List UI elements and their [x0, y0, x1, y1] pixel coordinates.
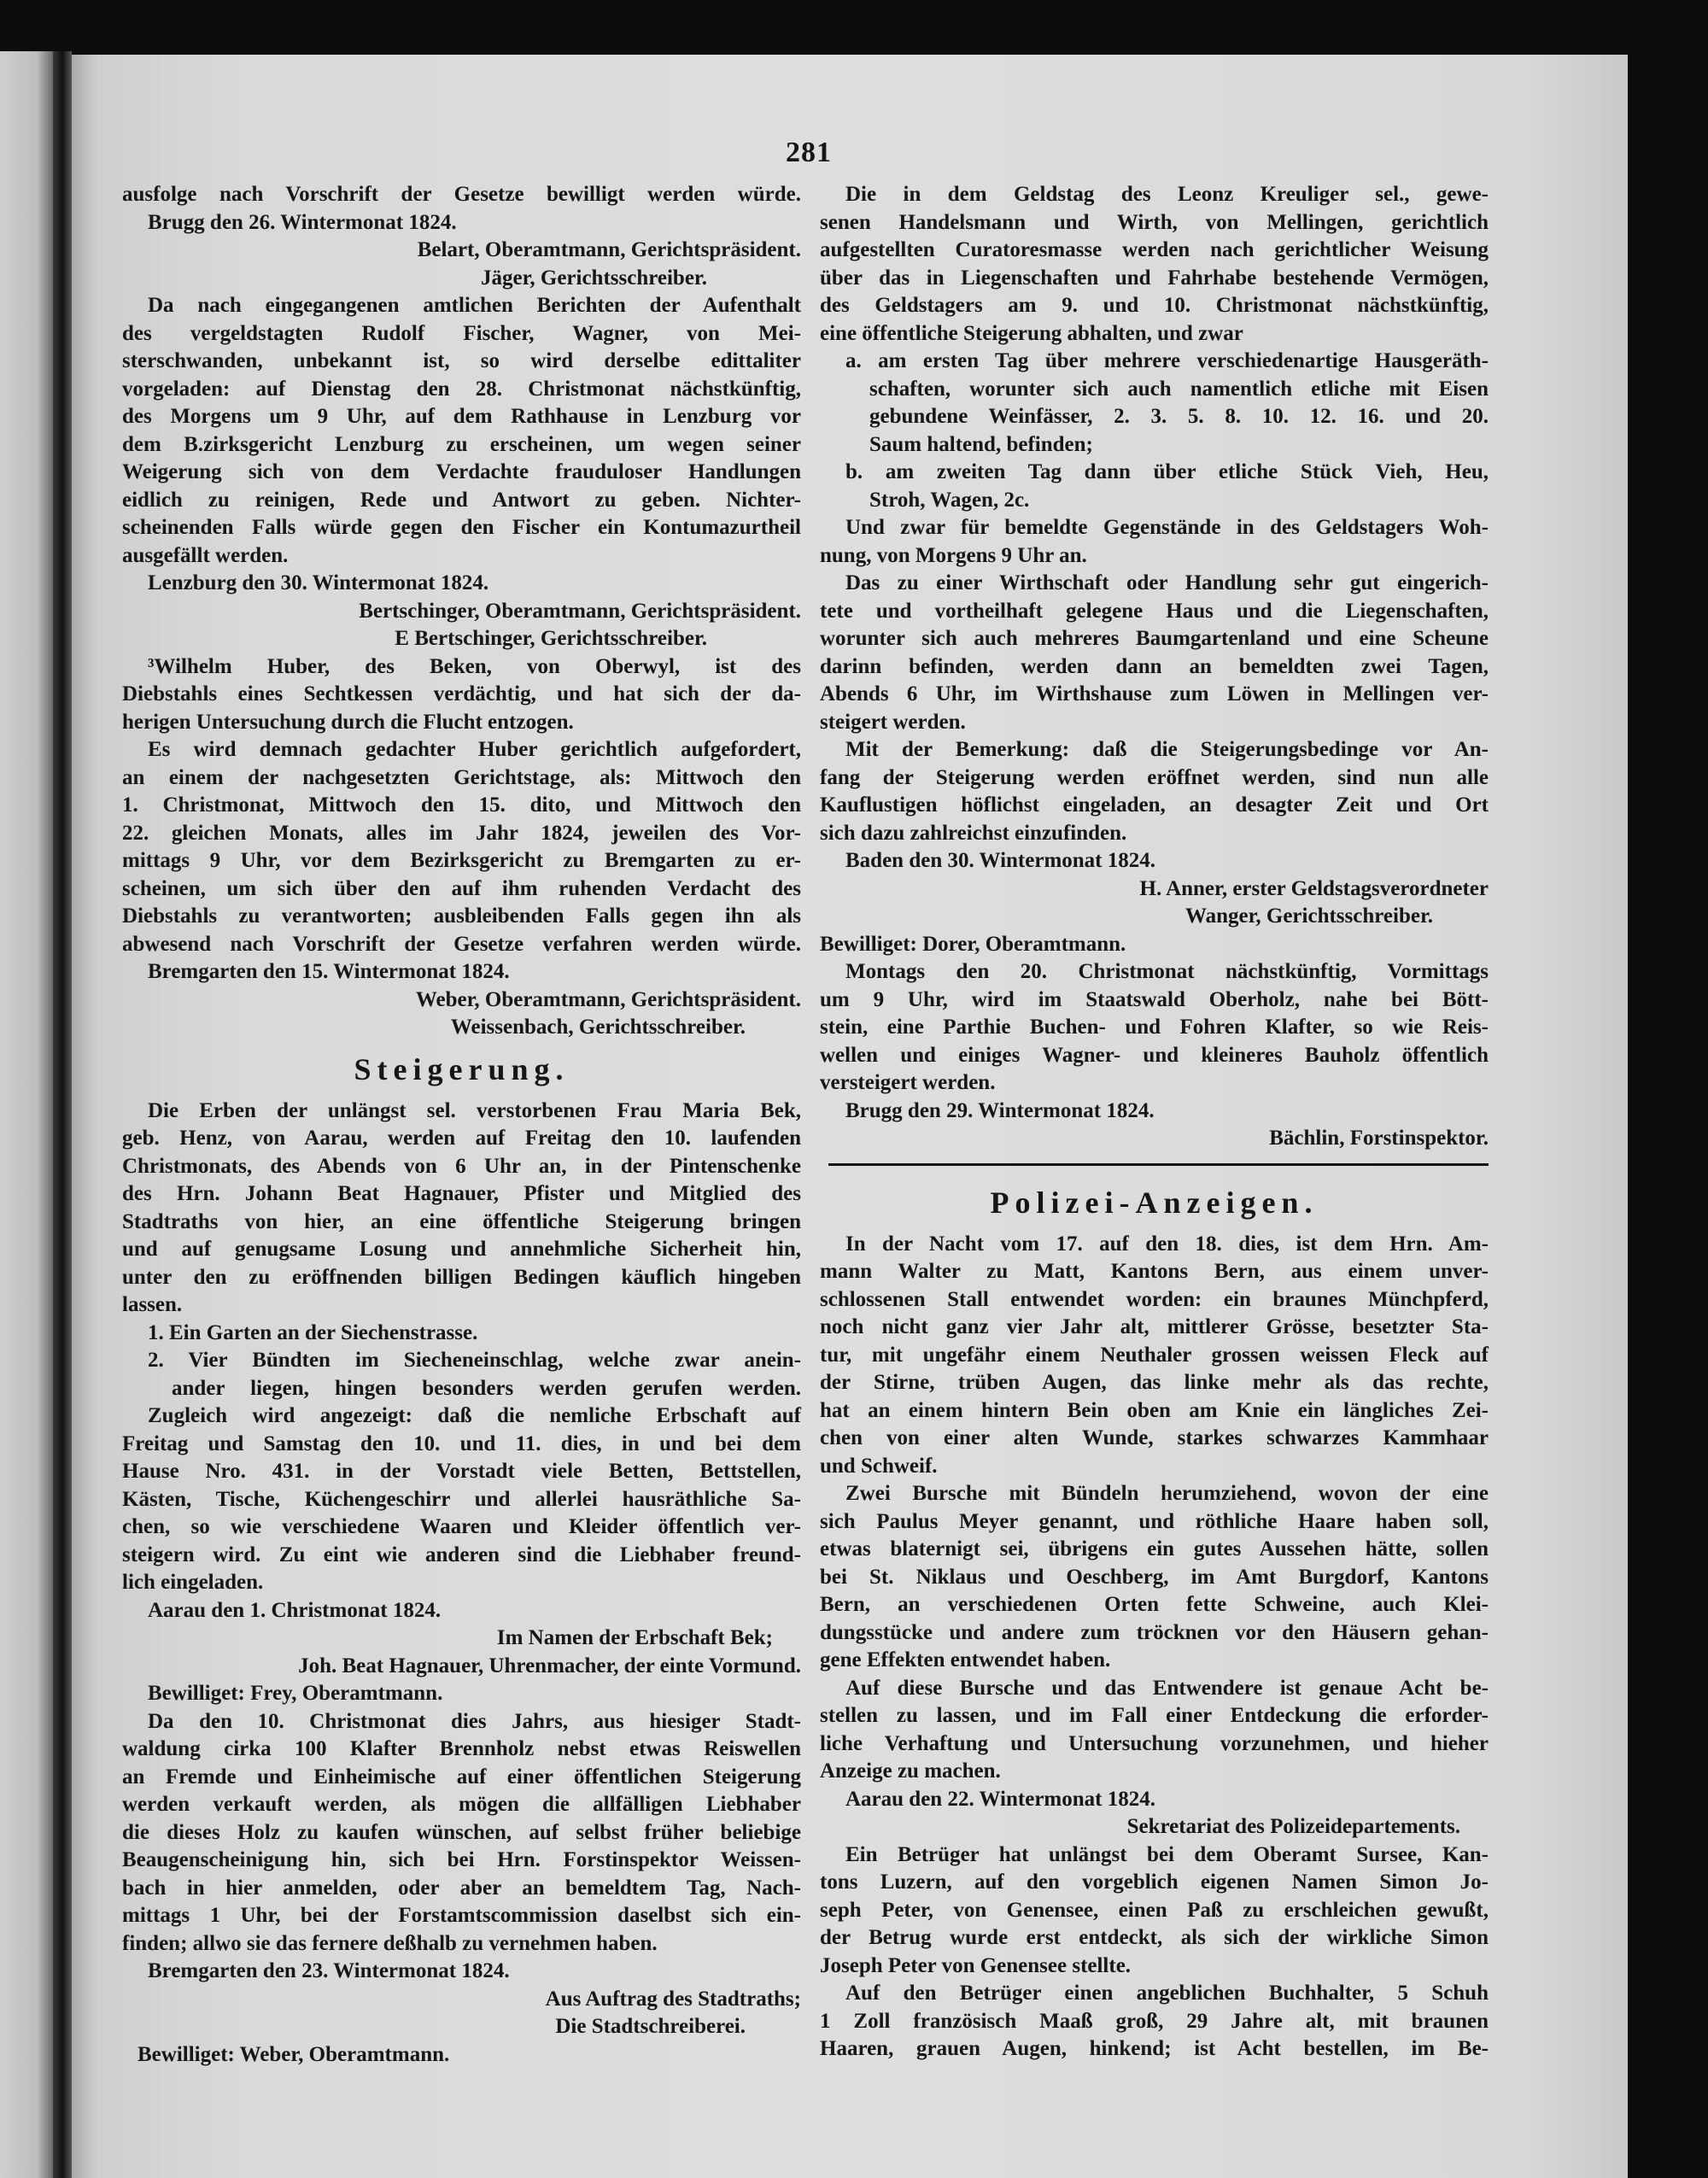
text-line: Christmonats, des Abends von 6 Uhr an, in der Pintenschenke [122, 1154, 801, 1178]
text-line: versteigert werden. [820, 1071, 996, 1094]
text-line: Kauflustigen höflichst eingeladen, an desagter Zeit und Ort [820, 793, 1489, 817]
text-line: finden; allwo sie das fernere deßhalb zu vernehmen haben. [122, 1931, 658, 1955]
text-line: unter den zu eröffnenden billigen Bedingen käuflich hingeben [122, 1265, 801, 1289]
text-line: des vergeldstagten Rudolf Fischer, Wagner, von Mei- [122, 321, 801, 345]
text-line: ausfolge nach Vorschrift der Gesetze bewilligt werden würde. [122, 183, 801, 206]
text-line: sich Paulus Meyer genannt, und röthliche Haare haben soll, [820, 1509, 1489, 1533]
text-line: 2. Vier Bündten im Siecheneinschlag, welche zwar anein- [148, 1349, 801, 1372]
text-line: scheinen, um sich über den auf ihm ruhenden Verdacht des [122, 876, 801, 900]
text-line: darinn befinden, werden dann an bemeldten zwei Tagen, [820, 654, 1489, 678]
text-line: Bertschinger, Oberamtmann, Gerichtspräsident. [359, 599, 801, 623]
text-line: Bewilliget: Weber, Oberamtmann. [137, 2042, 450, 2066]
text-line: Zugleich wird angezeigt: daß die nemliche Erbschaft auf [148, 1404, 801, 1427]
text-line: Haaren, grauen Augen, hinkend; ist Acht bestellen, im Be- [820, 2037, 1489, 2060]
text-line: ausgefällt werden. [122, 543, 289, 567]
text-line: lich eingeladen. [122, 1571, 264, 1594]
text-line: Aus Auftrag des Stadtraths; [545, 1987, 801, 2011]
text-line: 1 Zoll französisch Maaß groß, 29 Jahre alt, mit braunen [820, 2009, 1489, 2033]
text-line: etwas blaternigt sei, übrigens ein gutes Aussehen hätte, sollen [820, 1537, 1489, 1560]
text-line: wellen und einiges Wagner- und kleineres Bauholz öffentlich [820, 1043, 1489, 1067]
text-line: über das in Liegenschaften und Fahrhabe bestehende Vermögen, [820, 266, 1489, 290]
text-line: an einem der nachgesetzten Gerichtstage, als: Mittwoch den [122, 765, 801, 789]
text-line: chen von einer alten Wunde, starkes schwarzes Kammhaar [820, 1426, 1489, 1449]
right-column [820, 181, 1489, 2064]
text-line: Anzeige zu machen. [820, 1759, 1001, 1783]
text-line: H. Anner, erster Geldstagsverordneter [1139, 876, 1489, 900]
text-line: 1. Ein Garten an der Siechenstrasse. [148, 1320, 478, 1344]
facing-page-edge [0, 51, 53, 2178]
text-line: In der Nacht vom 17. auf den 18. dies, ist dem Hrn. Am- [845, 1232, 1489, 1256]
text-line: b. am zweiten Tag dann über etliche Stück Vieh, Heu, [845, 460, 1489, 483]
text-line: gene Effekten entwendet haben. [820, 1648, 1111, 1672]
text-line: chen, so wie verschiedene Waaren und Kleider öffentlich ver- [122, 1515, 801, 1538]
text-line: sterschwanden, unbekannt ist, so wird derselbe edittaliter [122, 349, 801, 372]
text-line: abwesend nach Vorschrift der Gesetze verfahren werden würde. [122, 932, 801, 956]
text-line: Lenzburg den 30. Wintermonat 1824. [148, 571, 489, 594]
text-line: Sekretariat des Polizeidepartements. [1126, 1815, 1460, 1838]
text-line: senen Handelsmann und Wirth, von Mellingen, gerichtlich [820, 210, 1489, 234]
text-line: Kästen, Tische, Küchengeschirr und allerlei hausräthliche Sa- [122, 1487, 801, 1511]
text-line: waldung cirka 100 Klafter Brennholz nebst etwas Reiswellen [122, 1737, 801, 1760]
text-line: des Morgens um 9 Uhr, auf dem Rathhause in Lenzburg vor [122, 405, 801, 428]
text-line: ander liegen, hingen besonders werden gerufen werden. [172, 1376, 801, 1400]
text-line: Bern, an verschiedenen Orten fette Schweine, auch Klei- [820, 1593, 1489, 1616]
text-line: Auf diese Bursche und das Entwendere ist genaue Acht be- [845, 1676, 1489, 1700]
text-line: Zwei Bursche mit Bündeln herumziehend, wovon der eine [845, 1482, 1489, 1505]
text-line: dem B.zirksgericht Lenzburg zu erscheinen, um wegen seiner [122, 432, 801, 456]
text-line: Weissenbach, Gerichtsschreiber. [450, 1016, 746, 1039]
text-line: Da den 10. Christmonat dies Jahrs, aus hiesiger Stadt- [148, 1709, 801, 1733]
text-line: geb. Henz, von Aarau, werden auf Freitag den 10. laufenden [122, 1127, 801, 1150]
text-line: Wanger, Gerichtsschreiber. [1184, 905, 1433, 928]
text-line: Da nach eingegangenen amtlichen Berichten der Aufenthalt [148, 294, 801, 317]
text-line: herigen Untersuchung durch die Flucht entzogen. [122, 710, 574, 734]
section-heading: Steigerung. [354, 1051, 570, 1086]
text-line: sich dazu zahlreichst einzufinden. [820, 821, 1127, 845]
text-line: der Betrug wurde erst entdeckt, als sich der wirkliche Simon [820, 1926, 1489, 1949]
text-line: Und zwar für bemeldte Gegenstände in des Geldstagers Woh- [845, 516, 1489, 539]
text-line: lassen. [122, 1293, 183, 1316]
text-line: Im Namen der Erbschaft Bek; [496, 1626, 773, 1649]
text-line: Joh. Beat Hagnauer, Uhrenmacher, der einte Vormund. [298, 1654, 801, 1677]
text-line: fang der Steigerung werden eröffnet werden, sind nun alle [820, 765, 1489, 789]
text-line: dungsstücke und andere zum tröcknen vor den Häusern gehan- [820, 1620, 1489, 1644]
page-number: 281 [786, 137, 832, 168]
text-line: werden verkauft werden, als mögen die allfälligen Liebhaber [122, 1793, 801, 1816]
text-line: Joseph Peter von Genensee stellte. [820, 1953, 1132, 1977]
book-gutter [53, 51, 72, 2178]
text-line: steigern wird. Zu eint wie anderen sind die Liebhaber freund- [122, 1543, 801, 1566]
text-line: Das zu einer Wirthschaft oder Handlung sehr gut eingerich- [845, 571, 1489, 594]
text-line: Bewilliget: Dorer, Oberamtmann. [820, 932, 1126, 956]
text-line: stellen zu lassen, und im Fall einer Entdeckung die erforder- [820, 1704, 1489, 1727]
text-line: des Hrn. Johann Beat Hagnauer, Pfister und Mitglied des [122, 1182, 801, 1205]
text-line: gebundene Weinfässer, 2. 3. 5. 8. 10. 12. 16. und 20. [869, 405, 1489, 428]
text-line: an Fremde und Einheimische auf einer öffentlichen Steigerung [122, 1765, 801, 1789]
text-line: Baden den 30. Wintermonat 1824. [845, 849, 1156, 872]
text-line: bei St. Niklaus und Oeschberg, im Amt Burgdorf, Kantons [820, 1565, 1489, 1589]
text-line: vorgeladen: auf Dienstag den 28. Christmonat nächstkünftig, [122, 377, 801, 401]
text-line: Bewilliget: Frey, Oberamtmann. [148, 1682, 443, 1705]
text-line: mann Walter zu Matt, Kantons Bern, aus einem unver- [820, 1260, 1489, 1283]
text-line: Auf den Betrüger einen angeblichen Buchhalter, 5 Schuh [845, 1982, 1489, 2005]
text-line: a. am ersten Tag über mehrere verschiedenartige Hausgeräth- [845, 349, 1489, 372]
text-line: Weber, Oberamtmann, Gerichtspräsident. [415, 987, 801, 1011]
text-line: und auf genugsame Losung und annehmliche Sicherheit hin, [122, 1238, 801, 1261]
text-line: Bremgarten den 23. Wintermonat 1824. [148, 1959, 510, 1982]
text-line: Stadtraths von hier, an eine öffentliche Steigerung bringen [122, 1209, 801, 1233]
text-line: Es wird demnach gedachter Huber gerichtlich aufgefordert, [148, 738, 801, 761]
text-line: eidlich zu reinigen, Rede und Antwort zu geben. Nichter- [122, 488, 801, 512]
left-column [122, 181, 801, 2069]
text-line: Ein Betrüger hat unlängst bei dem Oberamt Sursee, Kan- [845, 1842, 1489, 1866]
text-line: die dieses Holz zu kaufen wünschen, auf selbst früher beliebige [122, 1820, 801, 1844]
text-line: 22. gleichen Monats, alles im Jahr 1824, jeweilen des Vor- [122, 821, 801, 845]
text-line: Aarau den 22. Wintermonat 1824. [845, 1787, 1155, 1811]
text-line: Mit der Bemerkung: daß die Steigerungsbedinge vor An- [845, 738, 1489, 761]
text-line: schlossenen Stall entwendet worden: ein braunes Münchpferd, [820, 1287, 1489, 1311]
text-line: Jäger, Gerichtsschreiber. [480, 266, 707, 290]
text-line: noch nicht ganz vier Jahr alt, mittlerer Grösse, besetzter Sta- [820, 1315, 1489, 1338]
text-line: eine öffentliche Steigerung abhalten, und zwar [820, 321, 1243, 345]
text-line: Die Erben der unlängst sel. verstorbenen Frau Maria Bek, [148, 1098, 801, 1122]
text-line: Saum haltend, befinden; [869, 432, 1093, 456]
text-line: liche Verhaftung und Untersuchung vorzunehmen, und hieher [820, 1731, 1489, 1755]
text-line: Hause Nro. 431. in der Vorstadt viele Betten, Bettstellen, [122, 1460, 801, 1483]
text-line: tons Luzern, auf den vorgeblich eigenen Namen Simon Jo- [820, 1871, 1489, 1894]
text-line: aufgestellten Curatoresmasse werden nach gerichtlicher Weisung [820, 238, 1489, 261]
text-line: ³Wilhelm Huber, des Beken, von Oberwyl, ist des [148, 654, 801, 678]
text-line: mittags 1 Uhr, bei der Forstamtscommission daselbst sich ein- [122, 1904, 801, 1927]
text-line: Die Stadtschreiberei. [555, 2015, 746, 2038]
text-line: tur, mit ungefähr einem Neuthaler grossen weissen Fleck auf [820, 1343, 1489, 1367]
text-line: steigert werden. [820, 710, 966, 734]
text-line: Belart, Oberamtmann, Gerichtspräsident. [417, 238, 801, 261]
text-line: Diebstahls eines Sechtkessen verdächtig, und hat sich der da- [122, 682, 801, 706]
text-line: und Schweif. [820, 1454, 938, 1478]
text-line: Brugg den 29. Wintermonat 1824. [845, 1098, 1155, 1122]
text-line: des Geldstagers am 9. und 10. Christmonat nächstkünftig, [820, 294, 1489, 317]
text-line: stein, eine Parthie Buchen- und Fohren Klafter, so wie Reis- [820, 1016, 1489, 1039]
text-line: Abends 6 Uhr, im Wirthshause zum Löwen in Mellingen ver- [820, 682, 1489, 706]
text-line: mittags 9 Uhr, vor dem Bezirksgericht zu Bremgarten zu er- [122, 849, 801, 872]
text-line: tete und vortheilhaft gelegene Haus und die Liegenschaften, [820, 599, 1489, 623]
text-line: E Bertschinger, Gerichtsschreiber. [395, 627, 707, 650]
section-divider [820, 1153, 1489, 1175]
section-heading: Polizei-Anzeigen. [990, 1185, 1319, 1220]
text-line: der Stirne, trüben Augen, das linke mehr als das rechte, [820, 1371, 1489, 1394]
text-line: schaften, worunter sich auch namentlich etliche mit Eisen [869, 377, 1489, 401]
text-line: Bremgarten den 15. Wintermonat 1824. [148, 960, 510, 983]
text-line: scheinenden Falls würde gegen den Fischer ein Kontumazurtheil [122, 516, 801, 539]
text-line: hat an einem hintern Bein oben am Knie ein längliches Zei- [820, 1398, 1489, 1422]
text-line: Weigerung sich von dem Verdachte frauduloser Handlungen [122, 460, 801, 483]
text-line: Freitag und Samstag den 10. und 11. dies, in und bei dem [122, 1432, 801, 1455]
text-line: Montags den 20. Christmonat nächstkünftig, Vormittags [845, 960, 1489, 983]
text-line: Die in dem Geldstag des Leonz Kreuliger sel., gewe- [845, 183, 1489, 206]
text-line: nung, von Morgens 9 Uhr an. [820, 543, 1087, 567]
text-line: Bächlin, Forstinspektor. [1269, 1127, 1489, 1150]
text-line: 1. Christmonat, Mittwoch den 15. dito, und Mittwoch den [122, 793, 801, 817]
text-line: Beaugenscheinigung hin, sich bei Hrn. Forstinspektor Weissen- [122, 1848, 801, 1871]
text-line: Stroh, Wagen, 2c. [869, 488, 1030, 512]
text-line: um 9 Uhr, wird im Staatswald Oberholz, nahe bei Bött- [820, 987, 1489, 1011]
text-line: seph Peter, von Genensee, einen Paß zu erschleichen gewußt, [820, 1898, 1489, 1922]
text-line: Diebstahls zu verantworten; ausbleibenden Falls gegen ihn als [122, 905, 801, 928]
text-line: Brugg den 26. Wintermonat 1824. [148, 210, 457, 234]
text-line: Aarau den 1. Christmonat 1824. [148, 1598, 442, 1622]
text-line: bach in hier anmelden, oder aber an bemeldtem Tag, Nach- [122, 1876, 801, 1900]
text-line: worunter sich auch mehreres Baumgartenland und eine Scheune [820, 627, 1489, 650]
